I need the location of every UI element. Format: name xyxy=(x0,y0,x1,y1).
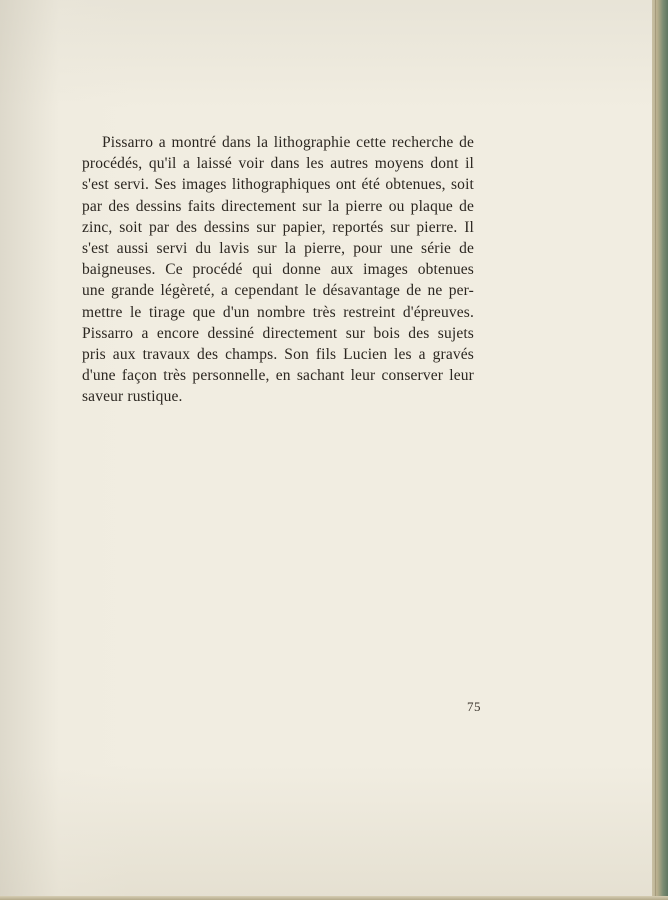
page-number: 75 xyxy=(467,699,481,714)
page-edge xyxy=(652,0,668,900)
paragraph-line: baigneuses. Ce procédé qui donne aux images obtenues xyxy=(82,261,474,279)
paragraph-line: s'est aussi servi du lavis sur la pierre, pour une série de xyxy=(82,239,474,257)
paragraph-line: mettre le tirage que d'un nombre très restreint d'épreuves. xyxy=(82,303,474,321)
paragraph-line: pris aux travaux des champs. Son fils Lucien les a gravés xyxy=(82,345,474,363)
paragraph-line: Pissarro a montré dans la lithographie cette recherche de xyxy=(102,134,474,151)
paragraph-line: saveur rustique. xyxy=(82,388,183,406)
bottom-edge xyxy=(0,896,668,900)
paragraph-line: procédés, qu'il a laissé voir dans les autres moyens dont il xyxy=(82,155,474,173)
paragraph-line: d'une façon très personnelle, en sachant leur conserver leur xyxy=(82,367,474,385)
body-paragraph xyxy=(82,132,474,407)
paragraph-line: s'est servi. Ses images lithographiques ont été obtenues, soit xyxy=(82,176,474,194)
paragraph-line: Pissarro a encore dessiné directement sur bois des sujets xyxy=(82,324,474,342)
paragraph-line: une grande légèreté, a cependant le désavantage de ne per- xyxy=(82,282,474,300)
paragraph-line: par des dessins faits directement sur la pierre ou plaque de xyxy=(82,197,474,215)
paragraph-line: zinc, soit par des dessins sur papier, reportés sur pierre. Il xyxy=(82,218,474,236)
